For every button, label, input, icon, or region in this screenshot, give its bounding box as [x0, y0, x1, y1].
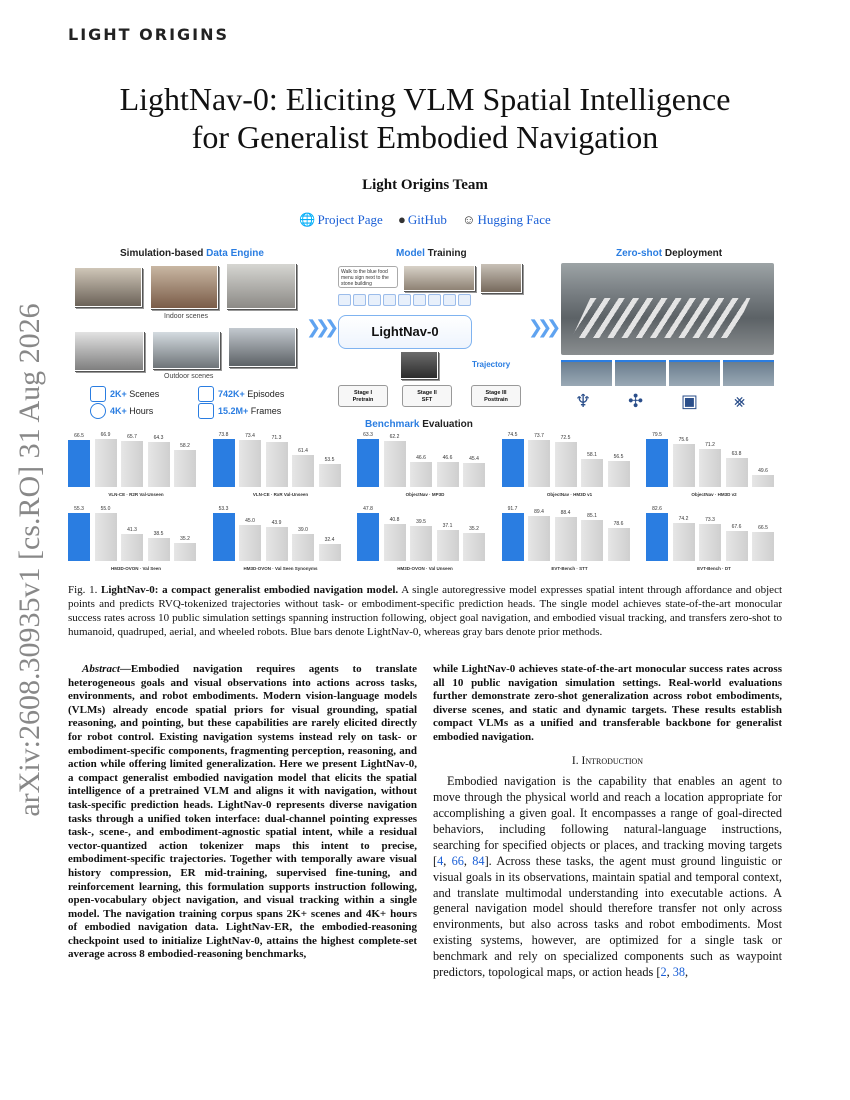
quadruped-robot-icon: ⨳	[734, 391, 746, 412]
outdoor-scene-image	[228, 327, 296, 367]
chart-bar	[463, 533, 485, 561]
paper-title: LightNav-0: Eliciting VLM Spatial Intelligence for Generalist Embodied Navigation	[119, 81, 731, 155]
chart-bar-value: 72.5	[560, 434, 571, 441]
chart-bar-value: 46.6	[416, 454, 426, 461]
benchmark-chart-panel	[502, 505, 638, 571]
outdoor-scenes-label: Outdoor scenes	[164, 373, 214, 380]
chart-bar-value: 40.8	[389, 517, 400, 524]
chart-title: EVT-Bench · STT	[551, 566, 588, 571]
stage-sft: Stage II SFT	[402, 385, 452, 407]
chart-bar-value: 88.4	[560, 509, 571, 516]
figure-caption: Fig. 1. LightNav-0: a compact generalist embodied navigation model. A single autoregressive model expresses spatial intent through affordance and object points and predicts RVQ-tokenized trajectories without task- or embodiment-specific prediction heads. The single model achieves state-of-the-art monocular success rates across 10 public simulation settings spanning instruction following, object goal navigation, and embodied visual tracking, and transfers zero-shot to humanoid, quadruped, aerial, and wheeled robots. Blue bars denote LightNav-0, whereas gray bars denote prior methods.	[68, 584, 783, 638]
chart-bar	[437, 462, 459, 487]
chart-bar	[463, 463, 485, 487]
chart-bar-value: 56.5	[613, 454, 624, 461]
chart-bar-value: 74.5	[507, 432, 518, 438]
stage-posttrain: Stage III Posttrain	[471, 385, 521, 407]
chart-title: ObjectNav · HM3D v2	[691, 492, 737, 497]
chart-bar	[555, 517, 577, 561]
chart-bar	[121, 534, 143, 561]
observation-frames	[403, 265, 475, 291]
chart-bar-value: 41.3	[127, 526, 137, 533]
chart-bar-value: 53.5	[324, 457, 335, 464]
chart-bar	[646, 513, 668, 561]
chart-bar	[528, 516, 550, 561]
chart-bar-value: 39.0	[298, 527, 308, 534]
trajectory-image	[400, 351, 438, 379]
author-team: Light Origins Team	[362, 177, 488, 193]
chart-bar-value: 66.9	[100, 432, 111, 438]
chart-bar-value: 53.3	[218, 506, 229, 512]
hugging-face-link[interactable]: ☺ Hugging Face	[462, 212, 551, 227]
benchmark-chart-panel	[502, 431, 638, 497]
chart-bar-value: 35.2	[180, 535, 190, 542]
clock-icon	[90, 403, 106, 419]
light-origins-logo: LIGHT ORIGINS	[68, 25, 230, 44]
chart-bar	[266, 527, 288, 561]
project-page-link[interactable]: 🌐 Project Page	[299, 212, 383, 227]
chart-bar-value: 63.8	[731, 450, 742, 457]
chart-bar	[68, 440, 90, 487]
chart-bar	[699, 449, 721, 487]
deployment-scene-image	[561, 263, 774, 355]
chart-bar	[699, 524, 721, 561]
chart-bar	[319, 464, 341, 487]
trajectory-label: Trajectory	[472, 360, 511, 369]
chart-bar	[121, 441, 143, 487]
chart-bar	[148, 538, 170, 561]
chart-bar-value: 73.7	[534, 433, 544, 439]
chart-bar	[437, 530, 459, 561]
chart-bar-value: 91.7	[507, 506, 518, 512]
chart-bar	[174, 543, 196, 561]
chart-bar	[95, 513, 117, 561]
chart-bar	[726, 458, 748, 487]
chart-bar-value: 63.3	[363, 432, 373, 438]
wheeled-robot-icon: ▣	[681, 391, 699, 412]
chart-title: HM3D-OVON · Val Unseen	[397, 566, 453, 571]
chart-bar	[68, 513, 90, 561]
chart-bar-value: 45.0	[245, 518, 255, 525]
chart-bar-value: 65.7	[127, 433, 137, 440]
chart-title: HM3D-OVON · Val Seen	[110, 566, 161, 571]
chart-bar	[410, 526, 432, 561]
deployment-title: Zero-shot Deployment	[616, 248, 723, 259]
chart-bar	[555, 442, 577, 488]
chart-bar-value: 43.9	[271, 520, 282, 527]
chart-bar-value: 74.2	[678, 515, 689, 522]
chart-title: HM3D-OVON · Val Seen Synonyms	[243, 566, 318, 571]
chart-bar	[148, 442, 170, 487]
chart-bar	[239, 440, 261, 487]
chart-bar	[357, 439, 379, 487]
chart-bar-value: 85.1	[587, 513, 597, 520]
arxiv-stamp: arXiv:2608.30935v1 [cs.RO] 31 Aug 2026	[13, 303, 46, 817]
chart-bar	[292, 534, 314, 561]
chart-bar-value: 64.3	[153, 435, 164, 442]
chart-bar-value: 79.5	[652, 432, 662, 438]
chart-bar-value: 55.3	[74, 506, 84, 512]
chart-bar-value: 71.2	[705, 442, 715, 448]
benchmark-chart-panel	[357, 431, 493, 497]
chart-bar	[213, 439, 235, 487]
chart-bar	[752, 532, 774, 561]
chart-bar	[357, 513, 379, 561]
chart-bar-value: 45.4	[469, 456, 479, 463]
chart-bar	[608, 528, 630, 561]
indoor-scene-image	[226, 263, 296, 309]
benchmark-title: Benchmark Evaluation	[365, 419, 473, 430]
chart-bar-value: 66.5	[758, 525, 768, 532]
chart-bar	[384, 441, 406, 488]
chart-bar-value: 61.4	[298, 447, 308, 454]
github-link[interactable]: ● GitHub	[398, 212, 447, 227]
github-icon: ●	[398, 212, 406, 227]
chart-bar	[673, 523, 695, 561]
hugging-face-icon: ☺	[462, 212, 476, 227]
chart-bar-value: 39.5	[416, 519, 426, 526]
chart-bar	[384, 524, 406, 561]
lightnav-model-box: LightNav-0	[338, 315, 472, 349]
humanoid-robot-icon: ♆	[575, 391, 592, 412]
globe-icon: 🌐	[299, 212, 316, 227]
chart-bar-value: 47.8	[363, 506, 373, 512]
outdoor-scene-image	[152, 331, 220, 369]
chart-bar-value: 35.2	[469, 526, 479, 533]
chart-bar-value: 62.2	[389, 433, 400, 440]
chart-bar-value: 46.6	[442, 454, 453, 461]
chart-title: VLN-CE · RxR Val-Unseen	[252, 492, 309, 497]
chart-title: ObjectNav · MP3D	[405, 492, 445, 497]
chart-bar	[608, 461, 630, 487]
data-engine-title: Simulation-based Data Engine	[120, 248, 264, 259]
chart-title: ObjectNav · HM3D v1	[546, 492, 593, 497]
token-row	[338, 294, 471, 306]
chart-bar	[292, 455, 314, 487]
chart-bar	[174, 450, 196, 487]
benchmark-chart-panel	[213, 431, 349, 497]
chart-title: VLN-CE · R2R Val-Unseen	[108, 492, 164, 497]
benchmark-chart-panel	[646, 505, 782, 571]
chart-bar	[502, 513, 524, 561]
chart-bar	[581, 520, 603, 561]
chart-bar-value: 66.5	[74, 432, 84, 439]
chart-bar	[502, 439, 524, 487]
chart-bar	[673, 444, 695, 487]
benchmark-chart-panel	[68, 431, 204, 497]
benchmark-chart-panel	[213, 505, 349, 571]
chart-bar-value: 78.6	[613, 520, 624, 527]
flow-arrow-icon: ❯❯❯	[306, 317, 334, 338]
stage-pretrain: Stage I Pretrain	[338, 385, 388, 407]
chart-bar	[528, 440, 550, 487]
flow-arrow-icon: ❯❯❯	[528, 317, 556, 338]
model-training-title: Model Training	[396, 248, 467, 259]
chart-bar	[95, 439, 117, 487]
chart-bar-value: 89.4	[534, 508, 544, 515]
frames-icon	[198, 403, 214, 419]
chart-bar	[646, 439, 668, 487]
chart-bar-value: 49.6	[758, 468, 768, 474]
chart-bar	[239, 525, 261, 561]
figure-1: Simulation-based Data Engine Indoor scenes Outdoor scenes 2K+ Scenes 742K+ Episodes 4K+ Hours 15.2M+ Frames ❯❯❯ Model Training Walk to the blue food menu sign next to the stone building LightNav-0 Trajectory Stage I Pretrain Stage II SFT Stage III Posttrain ❯❯❯ Zero-shot Deployment ♆ ✣ ▣ ⨳ Benchmark Evaluation 66.5 66.9 65.7 64.3 58.2 VLN-CE · R2R Val-Unseen 73.8 73.4 71.3 61.4 53.5 VLN-CE · RxR Val-Unseen 63.3 62.2 46.6 46.6 45.4 ObjectNav · MP3D 74.5 73.7 72.5 58.1 56.5 ObjectNav · HM3D v1 79.5 75.6 71.2 63.8 49.6 ObjectNav · HM3D v2 55.3 55.0 41.3 38.5 35.2 HM3D-OVON · Val Seen 53.3 45.0 43.9 39.0 32.4 HM3D-OVON · Val Seen Synonyms 47.8 40.8 39.5 37.1 35.2 HM3D-OVON · Val Unseen 91.7 89.4 88.4 85.1 78.6 EVT-Bench · STT 82.6 74.2 73.3 67.6 66.5 EVT-Bench · DT	[68, 243, 782, 588]
chart-bar-value: 38.5	[153, 530, 164, 537]
chart-bar-value: 73.3	[705, 516, 715, 523]
drone-icon: ✣	[628, 391, 644, 412]
chart-bar-value: 73.4	[245, 432, 255, 439]
chart-bar-value: 73.8	[218, 432, 229, 438]
abstract-left-column: Abstract—Embodied navigation requires agents to translate heterogeneous goals and visual observations into actions across tasks, environments, and robot embodiments. Modern vision-language models (VLMs) already encode spatial priors for visual grounding, spatial reasoning, and pointing, but these capabilities are rarely elicited directly for robot control. Existing navigation systems instead rely on task- or embodiment-specific components, fragmenting perception, reasoning, and action while offering limited generalization. Here we present LightNav-0, a compact generalist embodied navigation model that elicits the spatial intelligence of a pretrained VLM and aligns it with navigation, without task-specific prediction heads. LightNav-0 represents diverse navigation tasks through a unified token interface: dual-channel pointing expresses task-, scene-, and embodiment-agnostic spatial intent, while a residual vector-quantized action tokenizer maps this intent to precise, embodiment-specific trajectories. Together with temporally aware visual history compression, ER mid-training, supervised fine-tuning, and reinforcement learning, this formulation supports instruction following, open-vocabulary object navigation, and visual tracking within a single model. The navigation training corpus spans 2K+ scenes and 4K+ hours of embodied navigation data. LightNav-ER, the embodied-reasoning checkpoint used to initialize LightNav-0, attains the highest complete-set average across 8 embodied-reasoning benchmarks,	[68, 663, 417, 961]
robot-views	[561, 360, 774, 386]
indoor-scene-image	[74, 267, 142, 307]
chart-bar-value: 58.1	[587, 452, 597, 459]
indoor-scene-image	[150, 265, 218, 309]
chart-bar-value: 32.4	[324, 537, 335, 544]
section-heading-introduction: I. Introduction	[571, 754, 644, 767]
benchmark-chart-panel	[68, 505, 204, 571]
film-icon	[198, 386, 214, 402]
chart-bar-value: 37.1	[442, 523, 453, 530]
observation-frame	[480, 263, 522, 293]
chart-bar	[410, 462, 432, 487]
outdoor-scene-image	[74, 331, 144, 371]
right-column	[433, 663, 782, 981]
indoor-scenes-label: Indoor scenes	[164, 313, 208, 320]
benchmark-chart-panel	[646, 431, 782, 497]
abstract-continued: while LightNav-0 achieves state-of-the-art monocular success rates across all 10 public navigation simulation settings. Real-world evaluations further demonstrate zero-shot generalization across robot embodiments, diverse scenes, and static and dynamic targets. These results establish compact VLMs as a unified and transferable backbone for generalist embodied navigation.	[433, 663, 782, 743]
chart-bar	[581, 459, 603, 487]
chart-bar	[726, 531, 748, 561]
chart-bar	[319, 544, 341, 561]
chart-bar	[752, 475, 774, 487]
intro-paragraph: Embodied navigation is the capability that enables an agent to move through the physical world and reach a location appropriate for accomplishing a given goal. It encompasses a range of goal-directed behaviors, including following natural-language instructions, searching for specified objects or places, and tracking moving targets [4, 66, 84]. Across these tasks, the agent must ground linguistic or visual goals in its observations, maintain spatial and temporal context, and translate multimodal understanding into executable actions. A general navigation model should therefore transfer not only across environments, but also across tasks and robot embodiments. Most existing systems, however, are optimized for a single task or benchmark and rely on specialized components such as waypoint predictors, topological maps, or action heads [2, 38,	[433, 774, 783, 980]
chart-bar-value: 58.2	[180, 443, 190, 450]
building-icon	[90, 386, 106, 402]
chart-title: EVT-Bench · DT	[697, 566, 731, 571]
instruction-card: Walk to the blue food menu sign next to the stone building	[338, 266, 398, 288]
chart-bar-value: 82.6	[652, 506, 662, 512]
resource-links	[0, 212, 850, 228]
benchmark-chart-panel	[357, 505, 493, 571]
chart-bar	[266, 442, 288, 487]
chart-bar-value: 71.3	[271, 435, 282, 442]
chart-bar-value: 67.6	[731, 523, 742, 530]
chart-bar-value: 75.6	[678, 436, 689, 443]
chart-bar	[213, 513, 235, 561]
chart-bar-value: 55.0	[100, 506, 111, 513]
